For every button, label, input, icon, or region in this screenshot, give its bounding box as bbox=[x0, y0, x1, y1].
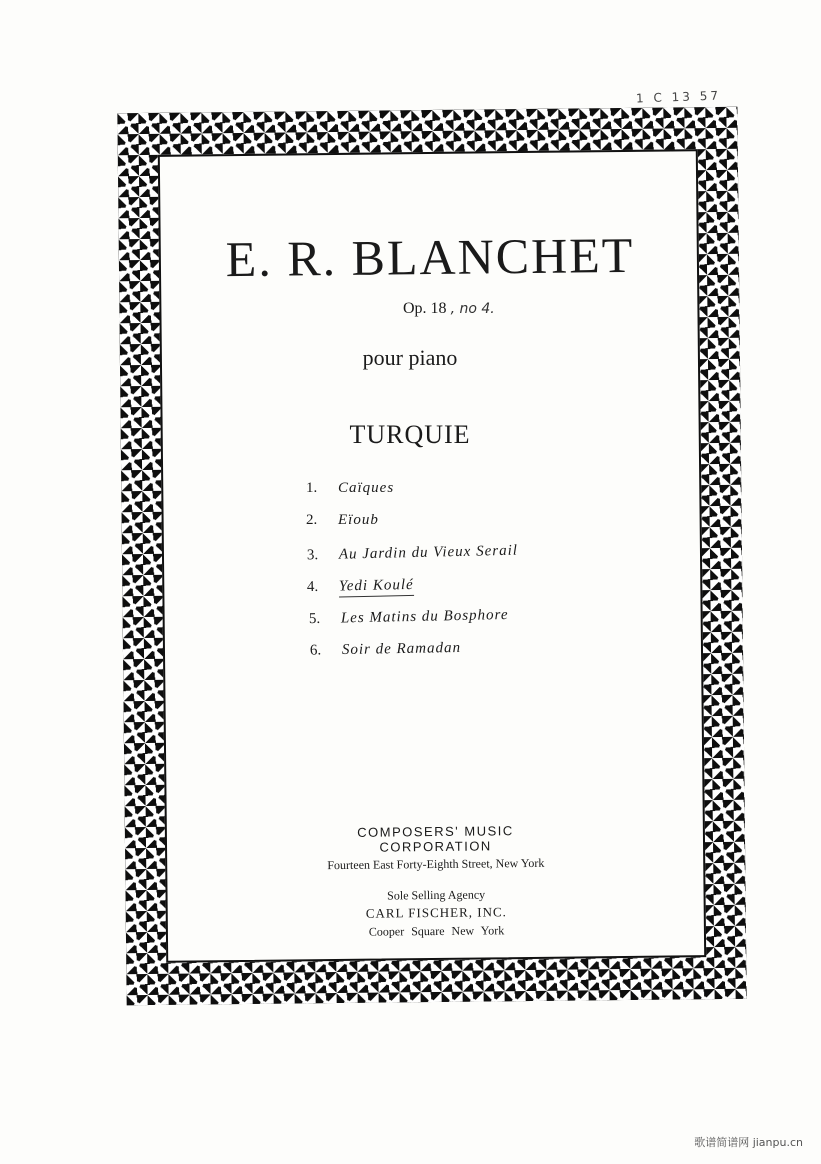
instrument-line: pour piano bbox=[362, 345, 458, 370]
composer-name: E. R. BLANCHET bbox=[225, 226, 635, 288]
site-watermark: 歌谱简谱网 jianpu.cn bbox=[694, 1136, 803, 1149]
movement-number: 4. bbox=[306, 578, 319, 596]
movement-number: 1. bbox=[306, 480, 318, 496]
publisher-block bbox=[299, 823, 572, 941]
agency-label: Sole Selling Agency bbox=[387, 887, 486, 903]
movement-number: 2. bbox=[306, 512, 318, 528]
movement-number: 6. bbox=[309, 642, 322, 659]
movement-item bbox=[306, 480, 606, 512]
opus-label: Op. 18 bbox=[403, 300, 447, 317]
movement-number: 5. bbox=[308, 610, 321, 628]
agency-address: Cooper Square New York bbox=[368, 923, 505, 939]
publisher-name: COMPOSERS' MUSIC CORPORATION bbox=[357, 823, 514, 855]
movement-title: Eïoub bbox=[338, 512, 379, 528]
movement-list bbox=[306, 480, 606, 672]
movement-title: Soir de Ramadan bbox=[341, 639, 462, 659]
publisher-address: Fourteen East Forty-Eighth Street, New York bbox=[327, 855, 545, 873]
movement-item bbox=[306, 512, 606, 544]
opus-number bbox=[403, 300, 495, 318]
movement-title: Caïques bbox=[338, 480, 395, 496]
handwritten-catalog-note: 1 C 13 57 bbox=[635, 88, 722, 106]
movement-number: 3. bbox=[306, 547, 319, 564]
opus-handwritten-annotation: , no 4. bbox=[450, 301, 495, 317]
work-title: TURQUIE bbox=[349, 420, 471, 449]
movement-title: Au Jardin du Vieux Serail bbox=[338, 542, 519, 563]
movement-title: Les Matins du Bosphore bbox=[340, 606, 509, 627]
movement-title: Yedi Koulé bbox=[339, 577, 414, 598]
agency-name: CARL FISCHER, INC. bbox=[365, 904, 507, 921]
movement-item bbox=[310, 637, 611, 674]
